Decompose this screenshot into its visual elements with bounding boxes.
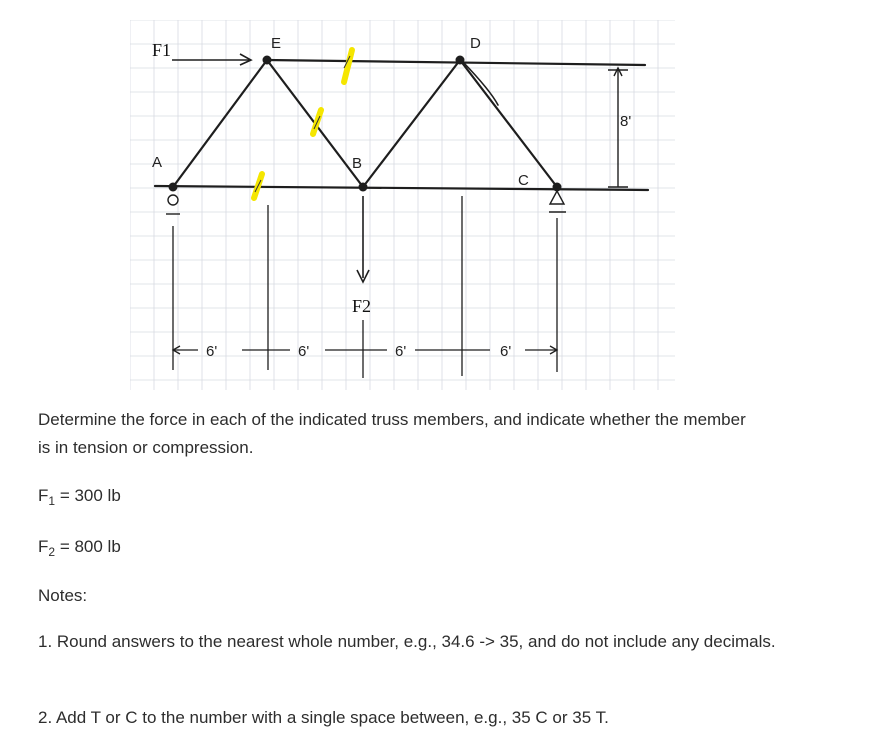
f2-label: F2 — [352, 296, 372, 316]
label-e: E — [271, 35, 282, 52]
given-f1 — [38, 482, 121, 510]
label-c: C — [518, 172, 529, 189]
joint-d — [456, 56, 465, 65]
pin-support-a — [168, 195, 178, 205]
f2-symbol: F — [38, 537, 49, 556]
f2-value: = 800 lb — [59, 537, 121, 556]
grid-paper — [130, 20, 675, 390]
joint-a — [169, 183, 178, 192]
f1-subscript: 1 — [48, 494, 56, 508]
height-label: 8' — [620, 113, 632, 130]
note-rounding: 1. Round answers to the nearest whole number, e.g., 34.6 -> 35, and do not include any decimals. — [38, 632, 776, 651]
label-d: D — [470, 35, 481, 52]
joint-e — [263, 56, 272, 65]
truss-figure — [130, 20, 675, 390]
problem-prompt: Determine the force in each of the indicated truss members, and indicate whether the member is in tension or compression. — [38, 410, 746, 457]
joint-b — [359, 183, 368, 192]
member-dc — [460, 60, 557, 187]
member-ae — [173, 60, 267, 187]
f2-subscript: 2 — [48, 545, 56, 559]
member-dc-curve — [463, 62, 498, 105]
dim-label-4: 6' — [500, 343, 512, 360]
dim-label-1: 6' — [206, 343, 218, 360]
dim-label-3: 6' — [395, 343, 407, 360]
given-f2 — [38, 533, 121, 561]
f1-value: = 300 lb — [59, 486, 121, 505]
member-bd — [363, 60, 460, 187]
label-b: B — [352, 155, 363, 172]
notes-heading: Notes: — [38, 586, 88, 605]
label-a: A — [152, 154, 163, 171]
f1-label: F1 — [152, 40, 172, 60]
f1-symbol: F — [38, 486, 49, 505]
note-format: 2. Add T or C to the number with a single space between, e.g., 35 C or 35 T. — [38, 708, 609, 727]
dim-label-2: 6' — [298, 343, 310, 360]
